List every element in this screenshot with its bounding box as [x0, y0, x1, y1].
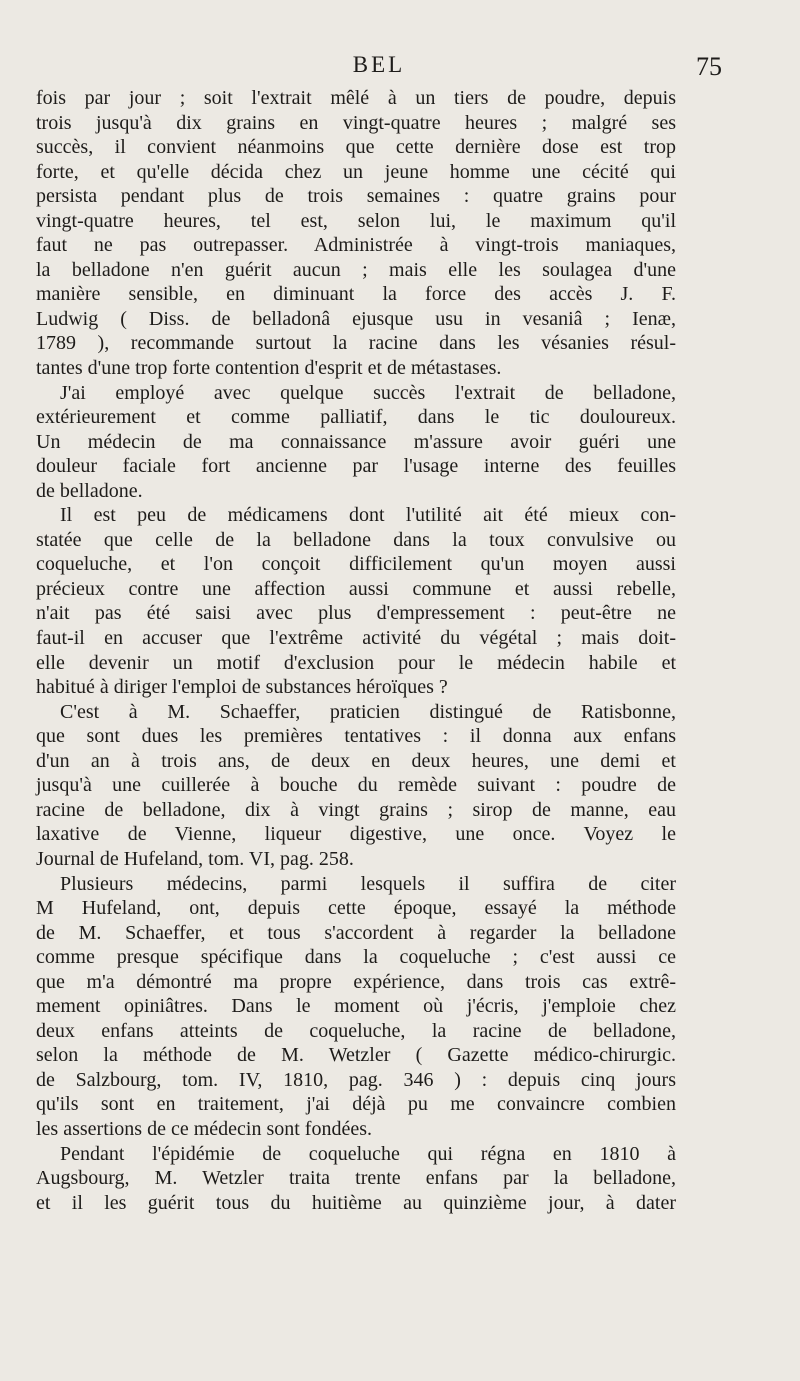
text-line: de M. Schaeffer, et tous s'accordent à regarder la belladone: [36, 921, 676, 944]
text-line: deux enfans atteints de coqueluche, la racine de belladone,: [36, 1019, 676, 1042]
text-line: douleur faciale fort ancienne par l'usage interne des feuilles: [36, 455, 676, 478]
text-line: 1789 ), recommande surtout la racine dans les vésanies résul-: [36, 332, 676, 355]
body-text: [36, 86, 676, 1215]
text-line: faut ne pas outrepasser. Administrée à vingt-trois maniaques,: [36, 234, 676, 257]
text-line: habitué à diriger l'emploi de substances héroïques ?: [36, 676, 448, 699]
text-line: que sont dues les premières tentatives : il donna aux enfans: [36, 725, 676, 748]
text-line: persista pendant plus de trois semaines : quatre grains pour: [36, 185, 676, 208]
text-line: faut-il en accuser que l'extrême activité du végétal ; mais doit-: [36, 627, 676, 650]
text-line: jusqu'à une cuillerée à bouche du remède suivant : poudre de: [36, 774, 676, 797]
text-line: précieux contre une affection aussi commune et aussi rebelle,: [36, 577, 676, 600]
page-number: 75: [696, 52, 722, 81]
text-line: Journal de Hufeland, tom. VI, pag. 258.: [36, 847, 354, 870]
text-line: manière sensible, en diminuant la force des accès J. F.: [36, 283, 676, 306]
text-line: M Hufeland, ont, depuis cette époque, essayé la méthode: [36, 897, 676, 920]
text-line: la belladone n'en guérit aucun ; mais elle les soulagea d'une: [36, 258, 676, 281]
text-line: d'un an à trois ans, de deux en deux heures, une demi et: [36, 749, 676, 772]
text-line: J'ai employé avec quelque succès l'extrait de belladone,: [60, 381, 676, 404]
running-title: BEL: [352, 52, 406, 77]
text-line: Ludwig ( Diss. de belladonâ ejusque usu in vesaniâ ; Ienæ,: [36, 307, 676, 330]
text-line: selon la méthode de M. Wetzler ( Gazette médico-chirurgic.: [36, 1044, 676, 1067]
text-line: forte, et qu'elle décida chez un jeune homme une cécité qui: [36, 160, 676, 183]
text-line: elle devenir un motif d'exclusion pour le médecin habile et: [36, 651, 676, 674]
text-line: laxative de Vienne, liqueur digestive, une once. Voyez le: [36, 823, 676, 846]
text-line: n'ait pas été saisi avec plus d'empressement : peut-être ne: [36, 602, 676, 625]
text-line: statée que celle de la belladone dans la toux convulsive ou: [36, 528, 676, 551]
text-line: qu'ils sont en traitement, j'ai déjà pu me convaincre combien: [36, 1093, 676, 1116]
text-line: Augsbourg, M. Wetzler traita trente enfans par la belladone,: [36, 1167, 676, 1190]
text-line: comme presque spécifique dans la coqueluche ; c'est aussi ce: [36, 946, 676, 969]
text-line: fois par jour ; soit l'extrait mêlé à un tiers de poudre, depuis: [36, 87, 676, 109]
text-line: mement opiniâtres. Dans le moment où j'écris, j'emploie chez: [36, 995, 676, 1018]
text-line: de Salzbourg, tom. IV, 1810, pag. 346 ) : depuis cinq jours: [36, 1068, 676, 1091]
text-line: Plusieurs médecins, parmi lesquels il suffira de citer: [60, 872, 676, 895]
text-line: de belladone.: [36, 479, 143, 502]
text-line: vingt-quatre heures, tel est, selon lui, le maximum qu'il: [36, 209, 676, 232]
text-line: que m'a démontré ma propre expérience, dans trois cas extrê-: [36, 970, 676, 993]
text-line: et il les guérit tous du huitième au quinzième jour, à dater: [36, 1191, 676, 1214]
text-line: extérieurement et comme palliatif, dans le tic douloureux.: [36, 406, 676, 429]
text-line: racine de belladone, dix à vingt grains ; sirop de manne, eau: [36, 798, 676, 821]
text-line: Pendant l'épidémie de coqueluche qui régna en 1810 à: [60, 1142, 676, 1165]
text-line: coqueluche, et l'on conçoit difficilement qu'un moyen aussi: [36, 553, 676, 576]
text-line: Un médecin de ma connaissance m'assure avoir guéri une: [36, 430, 676, 453]
text-line: C'est à M. Schaeffer, praticien distingué de Ratisbonne,: [60, 700, 676, 723]
text-line: les assertions de ce médecin sont fondées.: [36, 1117, 373, 1140]
text-line: tantes d'une trop forte contention d'esprit et de métastases.: [36, 357, 502, 380]
text-line: trois jusqu'à dix grains en vingt-quatre heures ; malgré ses: [36, 111, 676, 134]
text-line: Il est peu de médicamens dont l'utilité ait été mieux con-: [60, 504, 676, 527]
text-line: succès, il convient néanmoins que cette dernière dose est trop: [36, 136, 676, 159]
page-header: [36, 52, 722, 88]
